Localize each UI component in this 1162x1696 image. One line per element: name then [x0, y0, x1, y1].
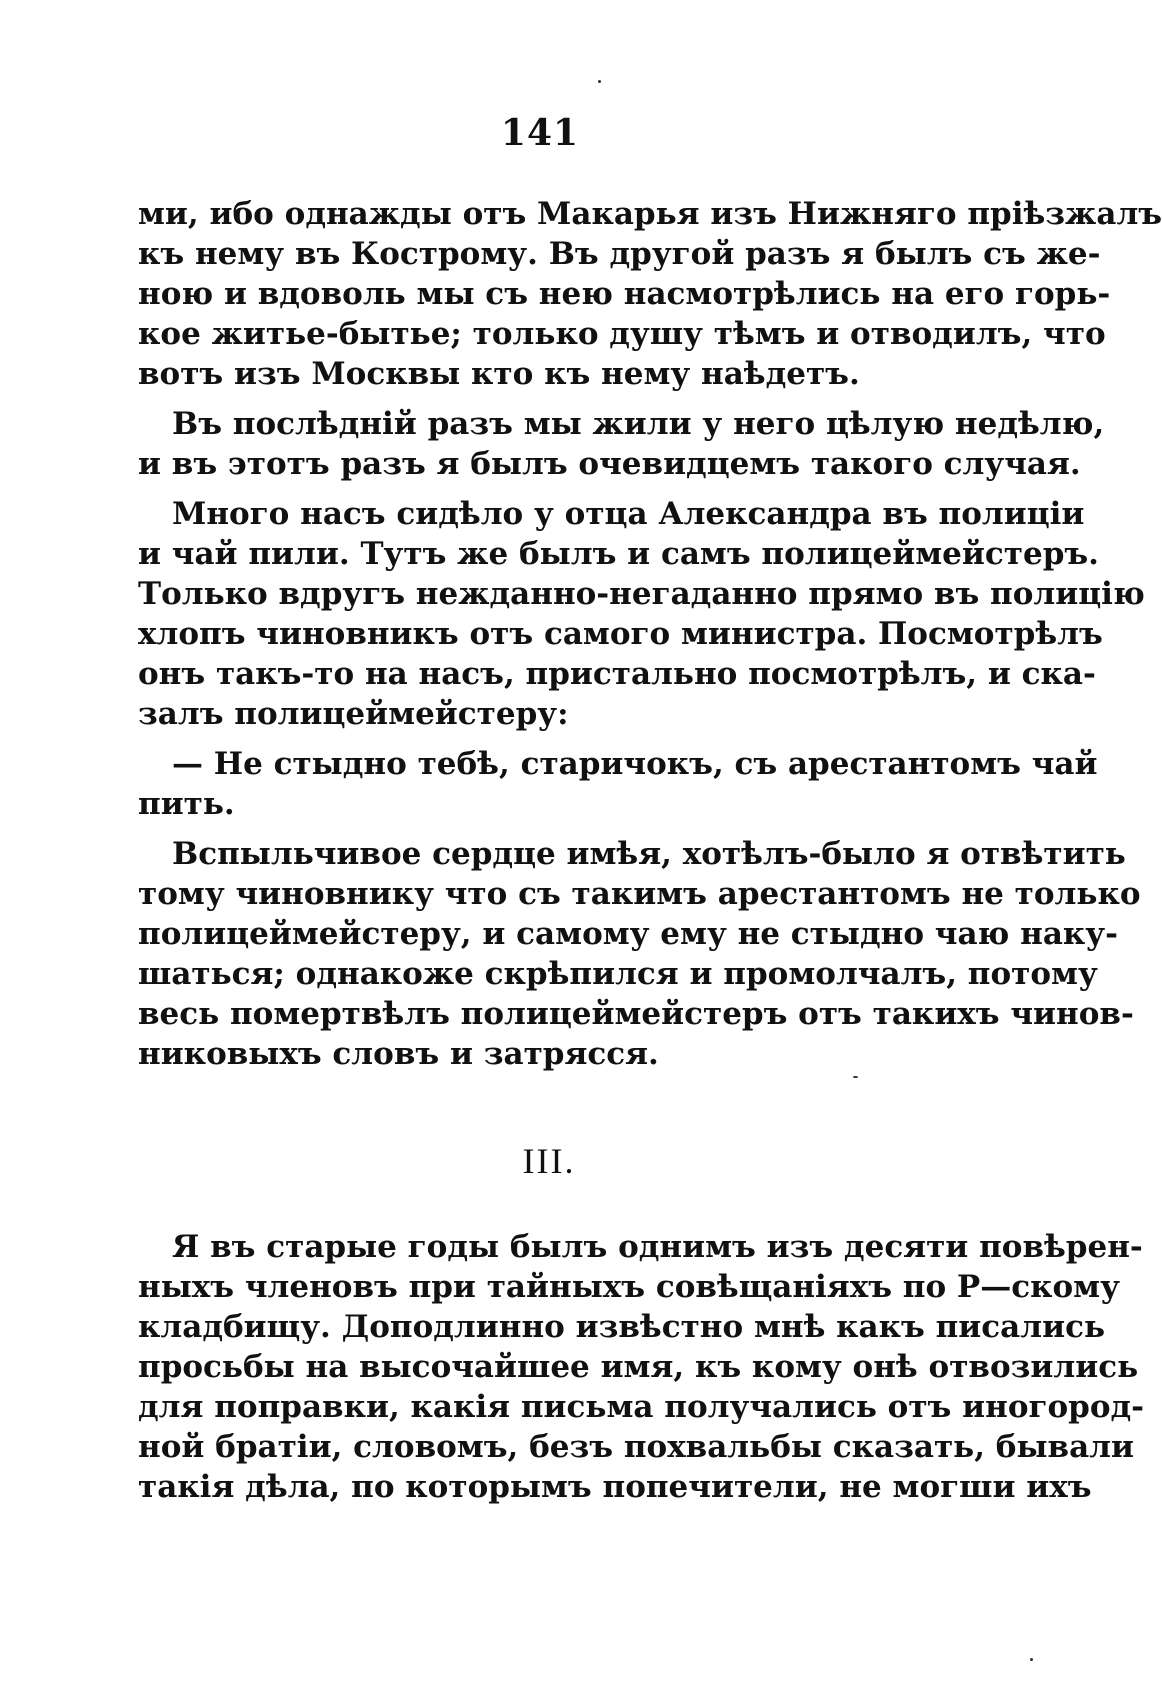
paragraph-first-line: Вспыльчивое сердце имѣя, хотѣлъ-было я отвѣтить — [172, 836, 1126, 872]
text-line: весь помертвѣлъ полицеймейстеръ отъ такихъ чинов- — [138, 996, 1134, 1032]
text-line: онъ такъ-то на насъ, пристально посмотрѣлъ, и ска- — [138, 656, 1096, 692]
text-line: хлопъ чиновникъ отъ самого министра. Посмотрѣлъ — [138, 616, 1103, 652]
text-line: и въ этотъ разъ я былъ очевидцемъ такого случая. — [138, 446, 1081, 482]
text-line: ною и вдоволь мы съ нею насмотрѣлись на его горь- — [138, 276, 1111, 312]
paragraph-first-line: Много насъ сидѣло у отца Александра въ полиціи — [172, 496, 1085, 532]
text-line: для поправки, какія письма получались отъ иногород- — [138, 1389, 1145, 1425]
text-line: вотъ изъ Москвы кто къ нему наѣдетъ. — [138, 356, 860, 392]
text-line: къ нему въ Кострому. Въ другой разъ я былъ съ же- — [138, 236, 1101, 272]
paper-speck — [598, 80, 601, 83]
page-number: 141 — [500, 112, 580, 154]
text-line: ныхъ членовъ при тайныхъ совѣщаніяхъ по Р—скому — [138, 1269, 1120, 1305]
text-line: и чай пили. Тутъ же былъ и самъ полицеймейстеръ. — [138, 536, 1099, 572]
paper-speck — [853, 1076, 858, 1078]
text-line: пить. — [138, 786, 235, 822]
text-line: шаться; однакоже скрѣпился и промолчалъ, потому — [138, 956, 1098, 992]
dialogue-line: — Не стыдно тебѣ, старичокъ, съ арестантомъ чай — [172, 746, 1098, 782]
text-line: кое житье-бытье; только душу тѣмъ и отводилъ, что — [138, 316, 1106, 352]
text-line: ной братіи, словомъ, безъ похвальбы сказать, бывали — [138, 1429, 1135, 1465]
text-line: ми, ибо однажды отъ Макарья изъ Нижняго пріѣзжалъ — [138, 196, 1162, 232]
text-line: просьбы на высочайшее имя, къ кому онѣ отвозились — [138, 1349, 1139, 1385]
text-line: залъ полицеймейстеру: — [138, 696, 569, 732]
text-line: полицеймейстеру, и самому ему не стыдно чаю наку- — [138, 916, 1119, 952]
text-line: кладбищу. Доподлинно извѣстно мнѣ какъ писались — [138, 1309, 1106, 1345]
paragraph-first-line: Я въ старые годы былъ однимъ изъ десяти повѣрен- — [172, 1229, 1143, 1265]
text-line: никовыхъ словъ и затрясся. — [138, 1036, 659, 1072]
paragraph-first-line: Въ послѣдній разъ мы жили у него цѣлую недѣлю, — [172, 406, 1105, 442]
text-line: тому чиновнику что съ такимъ арестантомъ не только — [138, 876, 1141, 912]
text-line: такія дѣла, по которымъ попечители, не могши ихъ — [138, 1469, 1092, 1505]
paper-speck — [1030, 1658, 1033, 1661]
section-heading: III. — [522, 1141, 576, 1181]
text-line: Только вдругъ нежданно-негаданно прямо въ полицію — [138, 576, 1145, 612]
